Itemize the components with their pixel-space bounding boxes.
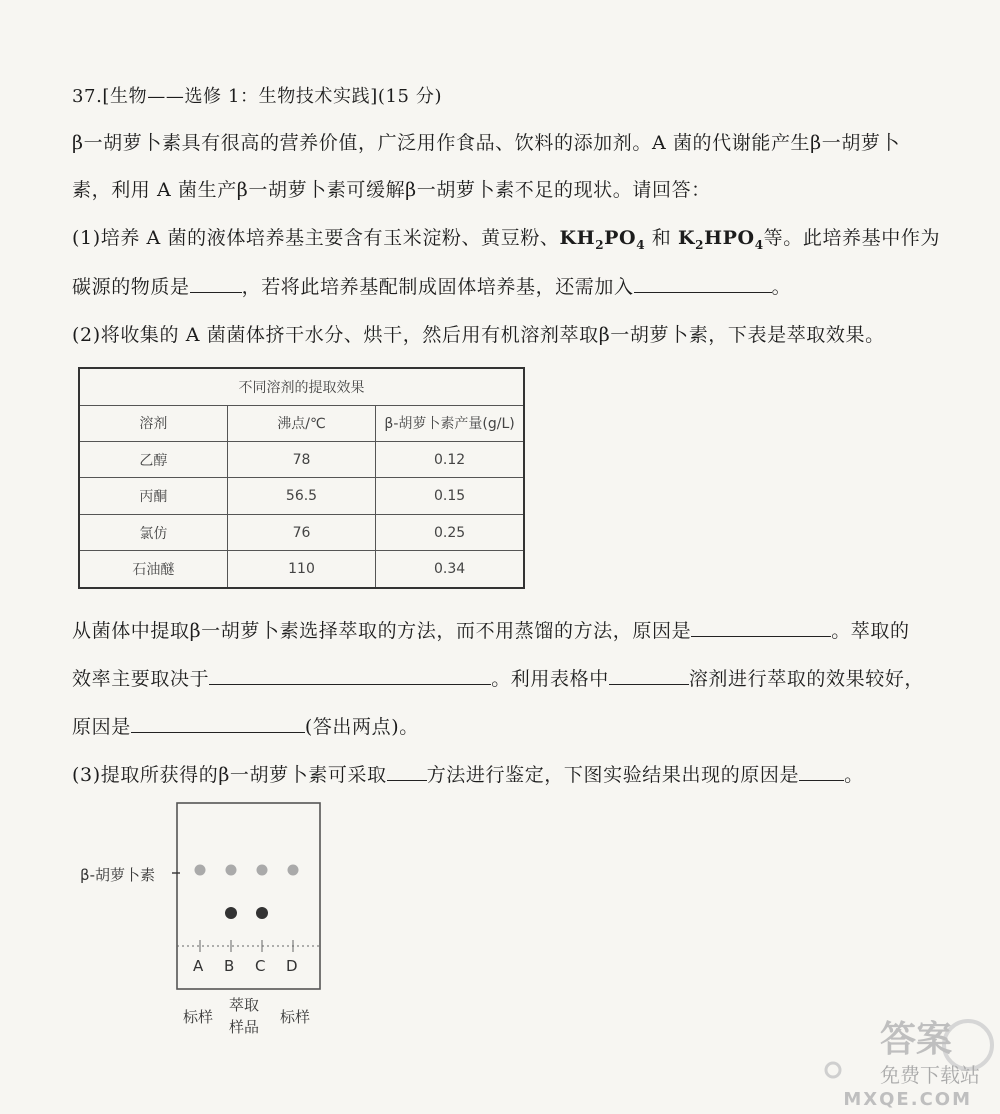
part1-and: 和 (651, 227, 679, 249)
part2-text-2b: 。利用表格中 (491, 668, 609, 690)
table-title-row (79, 368, 524, 405)
part3-text-b: 方法进行鉴定，下图实验结果出现的原因是 (426, 764, 800, 786)
part1-line-1 (72, 223, 940, 252)
part3-text-a: (3)提取所获得的β一胡萝卜素可采取 (72, 764, 387, 786)
table-title: 不同溶剂的提取效果 (79, 368, 524, 405)
lane-label-c: C (255, 957, 266, 975)
cell-solvent: 丙酮 (79, 478, 227, 514)
part2-text-2a: 效率主要取决于 (72, 668, 210, 690)
cell-boiling-point: 76 (227, 514, 375, 550)
formula-sub-4b: 4 (754, 237, 764, 252)
part1-text-c: 碳源的物质是 (72, 276, 190, 298)
label-beta-carotene: β-胡萝卜素 (80, 866, 155, 884)
part2-text-3a: 原因是 (72, 716, 131, 738)
part3-text-c: 。 (844, 764, 864, 786)
cell-solvent: 氯仿 (79, 514, 227, 550)
formula-k2hpo4 (678, 227, 764, 252)
cell-solvent: 乙醇 (79, 442, 227, 478)
label-extract-line-1: 萃取 (229, 996, 260, 1014)
part1-line-2 (72, 272, 791, 299)
watermark-line-1: 答案 (879, 1019, 952, 1060)
blank-solidifier[interactable] (634, 274, 772, 293)
formula-po: PO (604, 227, 637, 249)
part2-text-2c: 溶剂进行萃取的效果较好， (688, 668, 925, 690)
part2-line-1: (2)将收集的 A 菌菌体挤干水分、烘干，然后用有机溶剂萃取β一胡萝卜素，下表是萃取效果。 (72, 324, 885, 346)
cell-yield: 0.25 (376, 514, 524, 550)
blank-reason-extraction[interactable] (691, 618, 831, 637)
formula-sub-4a: 4 (636, 237, 646, 252)
blank-method[interactable] (387, 762, 427, 781)
table-row (79, 442, 524, 478)
part1-text-d: ，若将此培养基配制成固体培养基，还需加入 (241, 276, 634, 298)
spot-b-beta (226, 865, 237, 876)
table-row (79, 551, 524, 588)
spot-c-impurity (256, 907, 268, 919)
header-boiling-point: 沸点/℃ (227, 405, 375, 441)
question-title: 37.[生物——选修 1：生物技术实践](15 分) (72, 86, 443, 107)
header-solvent: 溶剂 (79, 405, 227, 441)
extraction-table (78, 367, 525, 589)
part1-text-a: (1)培养 A 菌的液体培养基主要含有玉米淀粉、黄豆粉、 (72, 227, 560, 249)
spot-d-beta (288, 865, 299, 876)
watermark-line-3: MXQE.COM (843, 1089, 972, 1110)
label-standard-right: 标样 (280, 1008, 311, 1026)
formula-kh: KH (559, 227, 596, 249)
table-row (79, 478, 524, 514)
part1-text-e: 。 (771, 276, 792, 298)
formula-hpo: HPO (704, 227, 755, 249)
spot-c-beta (257, 865, 268, 876)
blank-reason-two-points[interactable] (131, 714, 305, 733)
part2-line-4 (72, 712, 419, 739)
part2-text-1a: 从菌体中提取β一胡萝卜素选择萃取的方法，而不用蒸馏的方法，原因是 (72, 620, 692, 642)
lane-label-d: D (286, 957, 298, 975)
blank-solvent[interactable] (609, 666, 689, 685)
cell-boiling-point: 78 (227, 442, 375, 478)
cell-boiling-point: 110 (227, 551, 375, 588)
spot-a-beta (195, 865, 206, 876)
spot-b-impurity (225, 907, 237, 919)
blank-cause[interactable] (799, 762, 844, 781)
blank-carbon-source[interactable] (190, 274, 242, 293)
blank-efficiency[interactable] (209, 666, 491, 685)
cell-yield: 0.15 (376, 478, 524, 514)
cell-yield: 0.12 (376, 442, 524, 478)
part1-text-b: 等。此培养基中作为 (763, 227, 941, 249)
formula-sub-2b: 2 (695, 237, 705, 252)
part3-line-1 (72, 760, 864, 787)
label-extract-line-2: 样品 (229, 1018, 260, 1036)
part2-line-3 (72, 664, 924, 691)
cell-boiling-point: 56.5 (227, 478, 375, 514)
label-standard-left: 标样 (183, 1008, 214, 1026)
part2-line-2 (72, 616, 910, 643)
formula-kh2po4 (559, 227, 646, 252)
intro-line-2: 素，利用 A 菌生产β一胡萝卜素可缓解β一胡萝卜素不足的现状。请回答： (72, 179, 711, 201)
intro-line-1: β一胡萝卜素具有很高的营养价值，广泛用作食品、饮料的添加剂。A 菌的代谢能产生β一胡萝卜 (72, 132, 901, 154)
part2-text-1b: 。萃取的 (831, 620, 910, 642)
cell-yield: 0.34 (376, 551, 524, 588)
lane-label-a: A (193, 957, 204, 975)
part2-text-3b: (答出两点)。 (304, 716, 419, 738)
cell-solvent: 石油醚 (79, 551, 227, 588)
table-header-row (79, 405, 524, 441)
header-yield: β-胡萝卜素产量(g/L) (376, 405, 524, 441)
formula-k: K (678, 227, 696, 249)
lane-label-b: B (224, 957, 235, 975)
watermark-line-2: 免费下载站 (880, 1063, 980, 1087)
formula-sub-2a: 2 (595, 237, 605, 252)
table-row (79, 514, 524, 550)
